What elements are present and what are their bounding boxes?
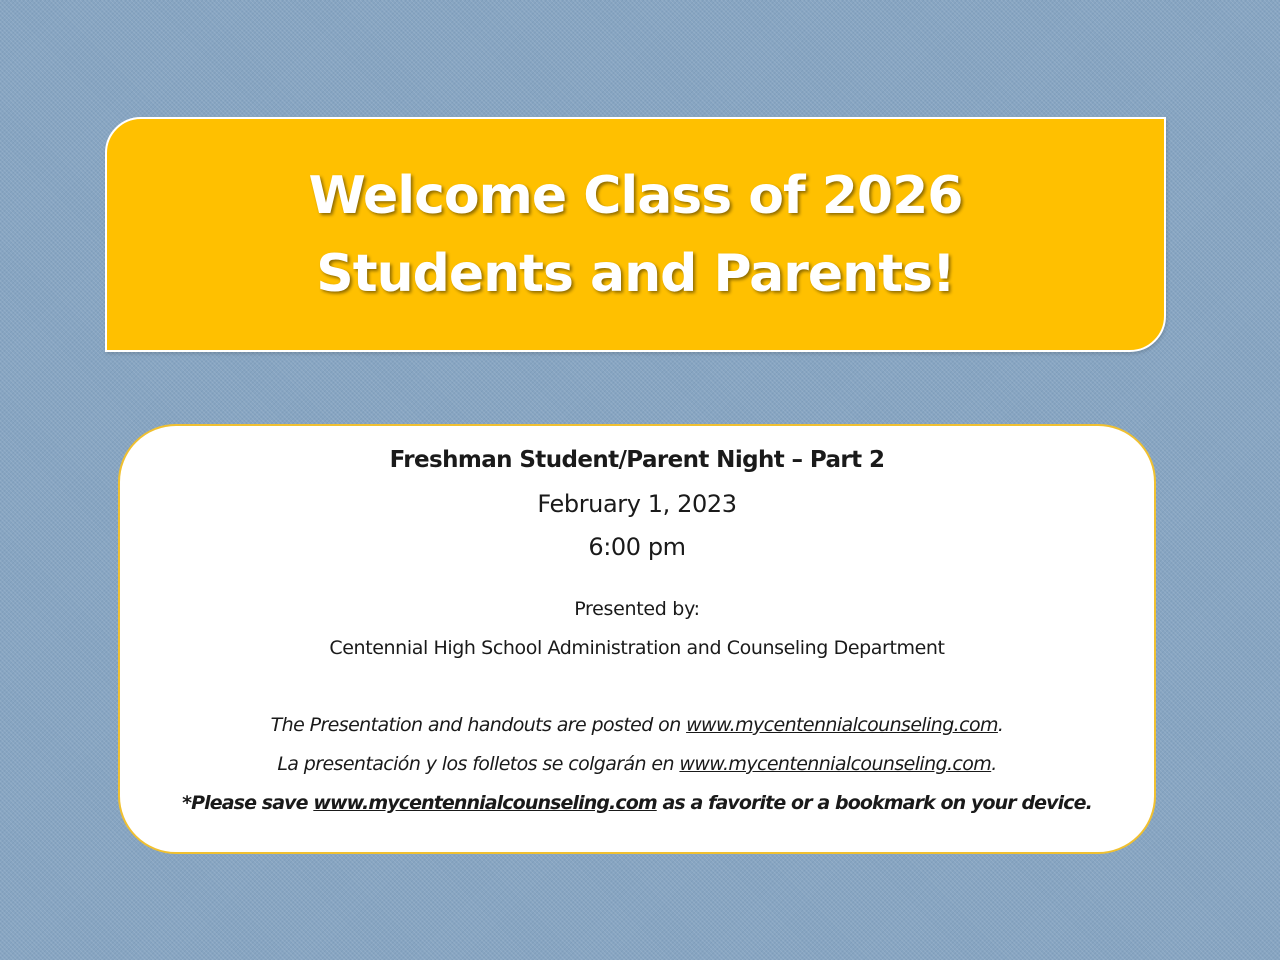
spanish-note-text: La presentación y los folletos se colgarán en (277, 753, 680, 775)
spanish-note-end: . (991, 753, 997, 775)
english-website-link[interactable]: www.mycentennialcounseling.com (686, 714, 998, 736)
event-date: February 1, 2023 (537, 490, 737, 518)
english-note-end: . (997, 714, 1004, 736)
spanish-website-link[interactable]: www.mycentennialcounseling.com (679, 753, 992, 775)
english-note-text: The Presentation and handouts are posted on (270, 714, 687, 736)
english-note (120, 714, 1154, 736)
bookmark-note-text: *Please save (182, 792, 314, 814)
title-line-2: Students and Parents! (316, 243, 955, 304)
bookmark-note-end: as a favorite or a bookmark on your device. (656, 792, 1092, 814)
title-line-1: Welcome Class of 2026 (308, 165, 963, 226)
presented-by-label: Presented by: (574, 598, 700, 620)
event-time: 6:00 pm (588, 533, 686, 561)
spanish-note (120, 753, 1154, 775)
bookmark-note (120, 792, 1154, 814)
presenter-name: Centennial High School Administration and Counseling Department (329, 637, 945, 659)
event-name: Freshman Student/Parent Night – Part 2 (389, 447, 885, 473)
event-info-panel (118, 424, 1156, 854)
bookmark-website-link[interactable]: www.mycentennialcounseling.com (313, 792, 657, 814)
title-banner (105, 117, 1166, 352)
